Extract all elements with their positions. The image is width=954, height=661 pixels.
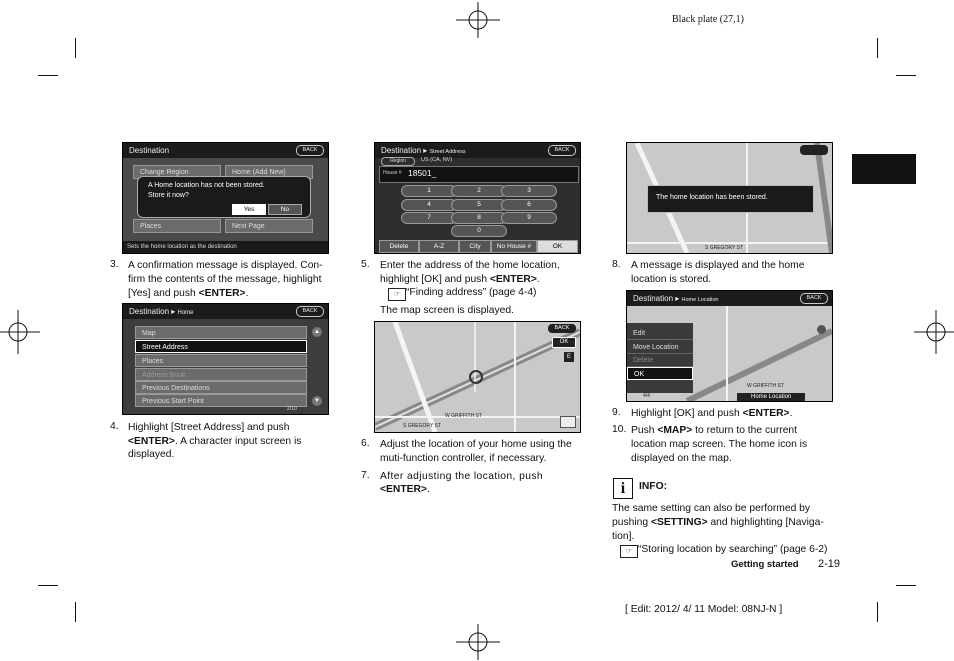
page-number: 2-19 (818, 558, 841, 570)
key-2[interactable]: 2 (451, 185, 507, 197)
screen-title: Destination ▸ Home (123, 304, 328, 319)
home-add-new-button[interactable]: Home (Add New) (225, 165, 313, 179)
region-button[interactable]: Region (381, 157, 415, 166)
change-region-button[interactable]: Change Region (133, 165, 221, 179)
back-button[interactable]: BACK (800, 293, 828, 304)
step-3-line-2: firm the contents of the message, highlight (128, 274, 322, 285)
step-3-line-3: [Yes] and push <ENTER>. (128, 288, 249, 299)
stored-message-text: The home location has been stored. (656, 194, 768, 201)
menu-item-delete[interactable]: Delete (627, 354, 693, 367)
home-location-footer: Home Location (737, 393, 805, 401)
key-3[interactable]: 3 (501, 185, 557, 197)
city-button[interactable]: City (459, 240, 491, 253)
screen-title: Destination ▸ Home Location (627, 291, 832, 306)
info-line-2: pushing <SETTING> and highlighting [Naviga- (612, 517, 824, 528)
step-7-line-1: After adjusting the location, push (380, 471, 544, 482)
step-4-line-3: displayed. (128, 449, 175, 460)
page-indicator: 4/4 (643, 393, 650, 399)
step-10-line-3: displayed on the map. (631, 453, 732, 464)
no-house-number-button[interactable]: No House # (491, 240, 537, 253)
menu-item-previous-destinations[interactable]: Previous Destinations (135, 381, 307, 394)
step-10-number: 10. (612, 424, 627, 435)
status-bar: Sets the home location as the destination (123, 241, 328, 253)
compass-icon: E (564, 352, 574, 362)
key-6[interactable]: 6 (501, 199, 557, 211)
registration-mark-top (456, 2, 500, 38)
dialog-line-1: A Home location has not been stored. (148, 182, 265, 189)
house-number-value: 18501_ (408, 168, 437, 178)
menu-item-street-address[interactable]: Street Address (135, 340, 307, 353)
house-number-label: House # (383, 170, 402, 176)
step-7-line-2: <ENTER>. (380, 484, 430, 495)
step-5-line-1: Enter the address of the home location, (380, 260, 560, 271)
info-icon: i (613, 478, 633, 499)
yes-button[interactable]: Yes (232, 204, 266, 215)
step-4-line-2: <ENTER>. A character input screen is (128, 436, 302, 447)
step-5-reference: “Finding address” (page 4-4) (406, 287, 537, 298)
page-indicator: 2/10 (287, 406, 297, 412)
menu-item-places[interactable]: Places (135, 354, 307, 367)
step-7-number: 7. (361, 470, 370, 481)
step-5-number: 5. (361, 259, 370, 270)
back-button[interactable]: BACK (296, 145, 324, 156)
key-7[interactable]: 7 (401, 212, 457, 224)
screen-map-adjust (374, 321, 581, 433)
registration-mark-bottom (456, 624, 500, 660)
menu-item-map[interactable]: Map (135, 326, 307, 339)
step-6-line-1: Adjust the location of your home using the (380, 439, 572, 450)
step-6-line-2: muti-function controller, if necessary. (380, 453, 547, 464)
plate-label: Black plate (27,1) (672, 14, 744, 25)
key-0[interactable]: 0 (451, 225, 507, 237)
scroll-up-icon[interactable]: ▲ (312, 327, 322, 337)
street-label-griffith: W GRIFFITH ST (747, 383, 784, 389)
screen-title: Destination ▸ Street Address (375, 143, 580, 158)
home-icon (817, 325, 826, 334)
delete-button[interactable]: Delete (379, 240, 419, 253)
step-9-line-1: Highlight [OK] and push <ENTER>. (631, 408, 793, 419)
step-10-line-1: Push <MAP> to return to the current (631, 425, 798, 436)
info-label: INFO: (639, 481, 668, 492)
scroll-down-icon[interactable]: ▼ (312, 396, 322, 406)
back-button[interactable]: BACK (296, 306, 324, 317)
section-title: Getting started (731, 559, 799, 570)
a-z-button[interactable]: A-Z (419, 240, 459, 253)
places-button[interactable]: Places (133, 219, 221, 233)
screen-home-not-stored (122, 142, 329, 254)
step-4-number: 4. (110, 421, 119, 432)
step-6-number: 6. (361, 438, 370, 449)
info-line-1: The same setting can also be performed by (612, 503, 811, 514)
menu-item-previous-start-point[interactable]: Previous Start Point (135, 394, 307, 407)
ok-button[interactable]: OK (552, 337, 576, 348)
step-9-number: 9. (612, 407, 621, 418)
step-3-line-1: A confirmation message is displayed. Con- (128, 260, 323, 271)
reference-icon: ☞ (620, 545, 638, 558)
screen-street-address (374, 142, 581, 254)
key-8[interactable]: 8 (451, 212, 507, 224)
step-3-number: 3. (110, 259, 119, 270)
edit-model-label: [ Edit: 2012/ 4/ 11 Model: 08NJ-N ] (625, 604, 783, 615)
screen-title: Destination (123, 143, 328, 158)
street-label-gregory: S GREGORY ST (705, 245, 743, 251)
key-4[interactable]: 4 (401, 199, 457, 211)
menu-item-ok[interactable]: OK (627, 367, 693, 380)
zoom-icon[interactable] (560, 416, 576, 428)
menu-item-address-book[interactable]: Address Book (135, 368, 307, 381)
step-5-note: The map screen is displayed. (380, 305, 514, 316)
dialog-line-2: Store it now? (148, 192, 189, 199)
reference-icon: ☞ (388, 288, 406, 301)
registration-mark-right (914, 310, 954, 354)
step-8-line-2: location is stored. (631, 274, 712, 285)
menu-item-move-location[interactable]: Move Location (627, 341, 693, 354)
ok-button[interactable]: OK (537, 240, 578, 253)
back-button[interactable]: BACK (548, 145, 576, 156)
cursor-crosshair-icon[interactable] (469, 370, 483, 384)
info-line-3: tion]. (612, 531, 635, 542)
dialog-box (137, 176, 311, 218)
info-reference: “Storing location by searching” (page 6-2) (638, 544, 828, 555)
next-page-button[interactable]: Next Page (225, 219, 313, 233)
region-value: US (CA, NV) (421, 157, 453, 163)
step-8-number: 8. (612, 259, 621, 270)
screen-destination-home (122, 303, 329, 415)
step-10-line-2: location map screen. The home icon is (631, 439, 808, 450)
chapter-tab (852, 154, 916, 184)
stored-message-box (647, 185, 814, 213)
registration-mark-left (0, 310, 40, 354)
step-5-line-2: highlight [OK] and push <ENTER>. (380, 274, 540, 285)
step-8-line-1: A message is displayed and the home (631, 260, 805, 271)
screen-home-stored (626, 142, 833, 254)
no-button[interactable]: No (268, 204, 302, 215)
key-9[interactable]: 9 (501, 212, 557, 224)
street-label-griffith: W GRIFFITH ST (445, 413, 482, 419)
house-number-field[interactable] (379, 166, 579, 183)
back-button-dim[interactable] (800, 145, 828, 155)
screen-home-location (626, 290, 833, 402)
street-label-gregory: S GREGORY ST (403, 423, 441, 429)
step-4-line-1: Highlight [Street Address] and push (128, 422, 290, 433)
key-1[interactable]: 1 (401, 185, 457, 197)
back-button[interactable]: BACK (548, 324, 576, 333)
key-5[interactable]: 5 (451, 199, 507, 211)
menu-item-edit[interactable]: Edit (627, 327, 693, 340)
